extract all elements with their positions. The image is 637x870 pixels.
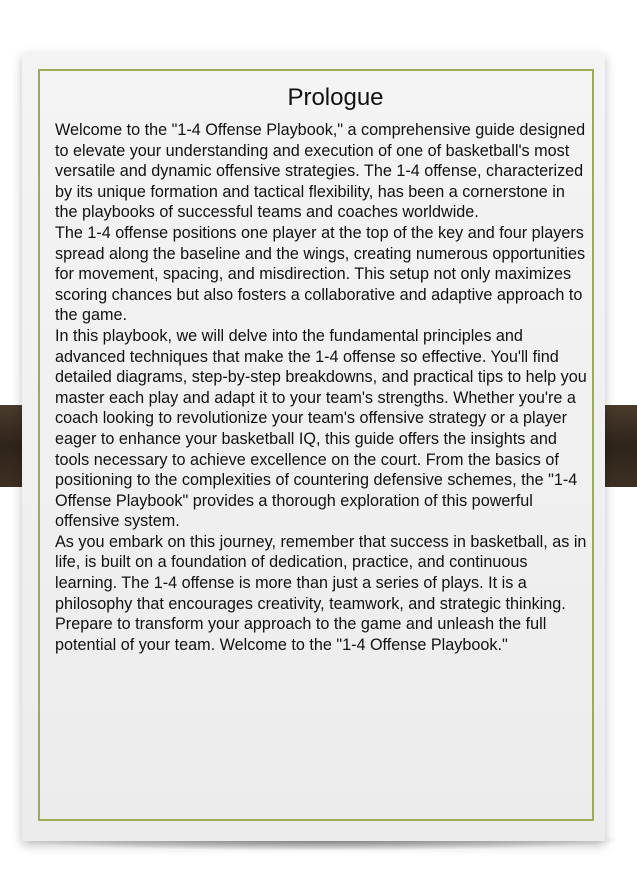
paragraph-playbook-contents: In this playbook, we will delve into the fundamental principles and advanced techniques that make the 1-4 offense so effective. You'll find detailed diagrams, step-by-step breakdowns, and practical tips to help you master each play and adapt it to your team's strengths. Whether you're a coach looking to revolutionize your team's offensive strategy or a player eager to enhance your basketball IQ, this guide offers the insights and tools necessary to achieve excellence on the court. From the basics of positioning to the complexities of countering defensive schemes, the "1-4 Offense Playbook" provides a thorough exploration of this powerful offensive system. [55,326,587,531]
paragraph-journey: As you embark on this journey, remember that success in basketball, as in life, is built on a foundation of dedication, practice, and continuous learning. The 1-4 offense is more than just a series of plays. It is a philosophy that encourages creativity, teamwork, and strategic thinking. [55,532,587,613]
prologue-body [55,120,587,655]
page-title: Prologue [287,84,384,111]
paragraph-formation: The 1-4 offense positions one player at the top of the key and four players spread along the baseline and the wings, creating numerous opportunities for movement, spacing, and misdirection. This setup not only maximizes scoring chances but also fosters a collaborative and adaptive approach to the game. [55,223,586,325]
paragraph-closing: Prepare to transform your approach to the game and unleash the full potential of your team. Welcome to the "1-4 Offense Playbook." [55,615,547,654]
paragraph-intro: Welcome to the "1-4 Offense Playbook," a comprehensive guide designed to elevate your understanding and execution of one of basketball's most versatile and dynamic offensive strategies. The 1-4 offense, characterized by its unique formation and tactical flexibility, has been a cornerstone in the playbooks of successful teams and coaches worldwide. [55,121,586,222]
